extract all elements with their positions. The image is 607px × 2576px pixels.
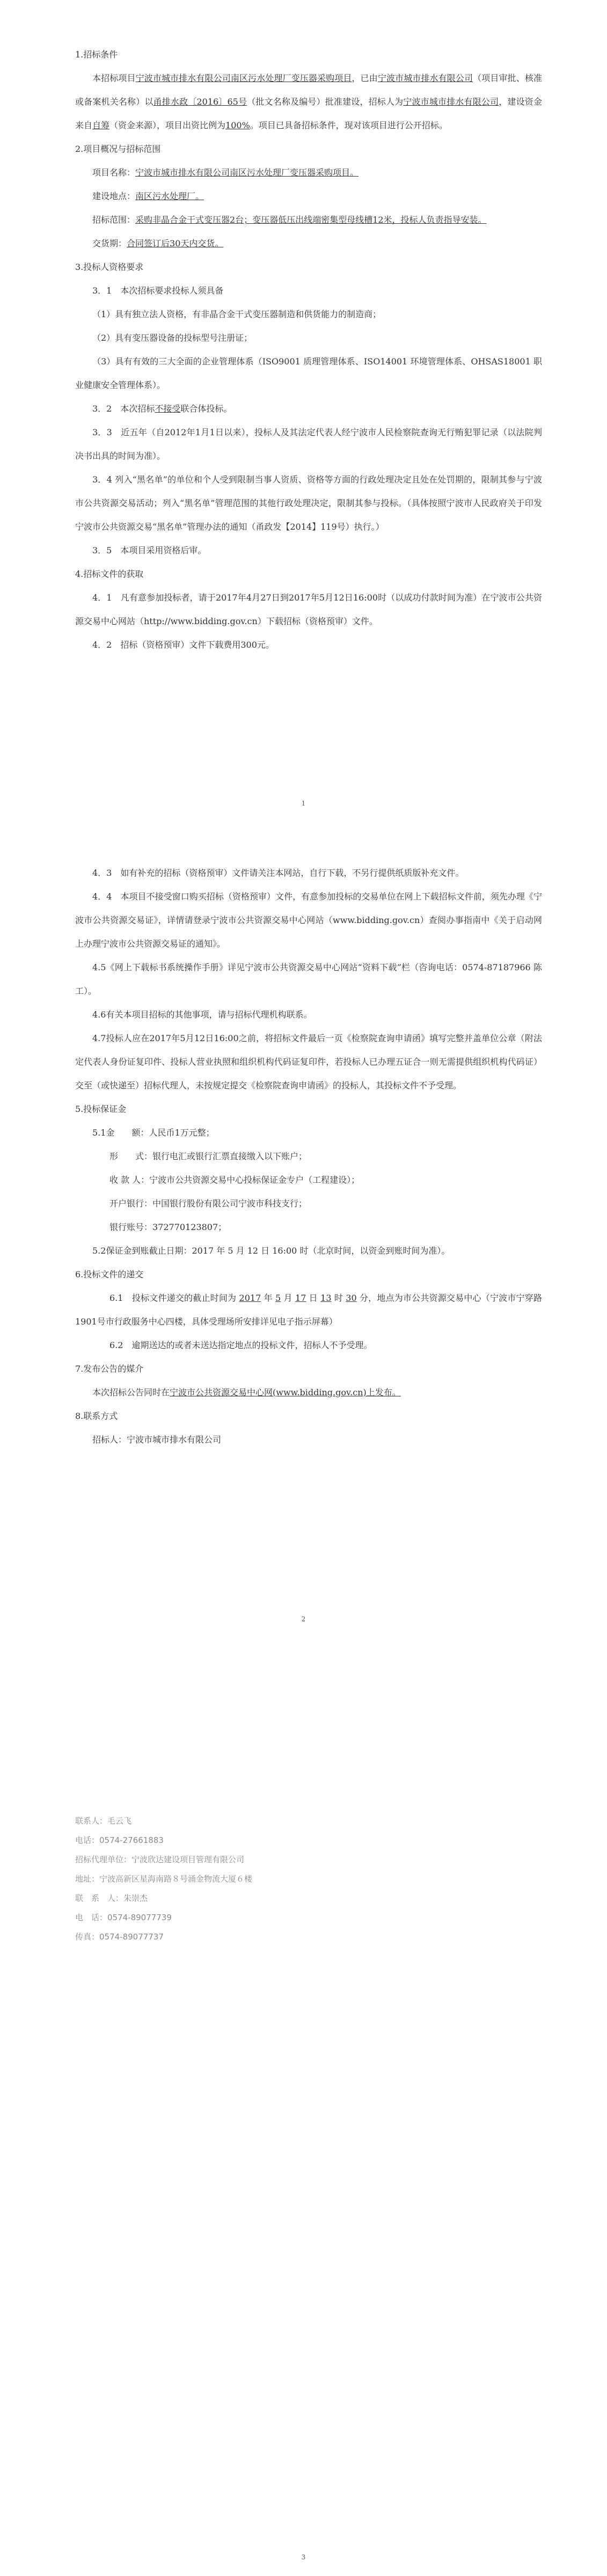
text-run: 。项目已具备招标条件，现对该项目进行公开招标。 [250,120,448,130]
underlined-text: 甬排水政〔2016〕65号 [153,97,247,107]
page-number: 3 [301,2553,306,2561]
paragraph [75,232,542,255]
page-1-body [75,43,542,657]
contact-line: 传真：0574-89077737 [75,1932,164,1942]
paragraph [75,161,542,185]
paragraph: 收 款 人：宁波市公共资源交易中心投标保证金专户（工程建设）； [109,1175,360,1185]
text-run: 月 [281,1293,296,1303]
document-page-1 [0,0,607,816]
text-run: （批文名称及编号）批准建设，招标人为 [247,97,404,107]
paragraph: 5.1金 额：人民币1万元整； [92,1128,215,1138]
underlined-text: 宁波市公共资源交易中心网(www.bidding.gov.cn)上发布。 [170,1387,401,1397]
underlined-text: 宁波市城市排水有限公司南区污水处理厂变压器采购项目。 [135,167,359,178]
paragraph: 4．4 本项目不接受窗口购买招标（资格预审）文件，有意参加投标的交易单位在网上下载招标文件前，须先办理《宁波市公共资源交易证》，详情请登录宁波市公共资源交易中心网站（www.bidding.gov.cn）查阅办事指南中《关于启动网上办理宁波市公共资源交易证的通知》。 [75,891,542,949]
text-run: （资金来源），项目出资比例为 [109,120,226,130]
paragraph [75,185,542,208]
paragraph: 4.7投标人应在2017年5月12日16:00之前，将招标文件最后一页《检察院查询申请函》填写完整并盖单位公章（附法定代表人身份证复印件、投标人营业执照和组织机构代码证复印件，若投标人已办理五证合一则无需提供组织机构代码证）交至（或快递至）招标代理人，未按规定提交《检察院查询申请函》的投标人，其投标文件不予受理。 [75,1033,542,1091]
contact-line: 联 系 人：朱崇杰 [75,1893,148,1903]
paragraph [75,67,542,137]
paragraph: 5.2保证金到账截止日期：2017 年 5 月 12 日 16:00 时（北京时间，以资金到账时间为准）。 [92,1246,450,1256]
paragraph [75,397,542,421]
underlined-text: 30 [346,1293,357,1303]
contact-line: 招标代理单位：宁波欣达建设项目管理有限公司 [75,1855,245,1864]
paragraph: 招标人：宁波市城市排水有限公司 [92,1435,222,1445]
text-run: 联合体投标。 [180,404,232,414]
contact-line: 联系人：毛云飞 [75,1816,132,1826]
paragraph: 银行账号：372770123807； [109,1222,227,1232]
section-heading: 5.投标保证金 [75,1104,127,1114]
underlined-text: 合同签订后30天内交货。 [127,238,224,248]
underlined-text: 宁波市城市排水有限公司南区污水处理厂变压器采购项目 [135,73,352,83]
text-run: 日 [306,1293,321,1303]
paragraph: （1）具有独立法人资格，有非晶合金干式变压器制造和供货能力的制造商； [92,309,382,319]
contact-line: 电 话：0574-89077739 [75,1913,172,1922]
document-page-3 [0,1631,607,2576]
contact-line: 地址：宁波高新区星海南路８号涌金物流大厦６楼 [75,1874,253,1884]
section-heading: 3.投标人资格要求 [75,262,144,272]
paragraph: 3．3 近五年（自2012年1月1日以来），投标人及其法定代表人经宁波市人民检察院查询无行贿犯罪记录（以法院判决书出具的时间为准）。 [75,427,542,461]
paragraph: 4．1 凡有意参加投标者，请于2017年4月27日到2017年5月12日16:00时（以成功付款时间为准）在宁波市公共资源交易中心网站（http://www.bidding.gov.cn）下载招标（资格预审）文件。 [75,592,542,626]
paragraph: 3．5 本项目采用资格后审。 [92,545,207,555]
section-heading: 7.发布公告的媒介 [75,1364,144,1374]
underlined-text: 南区污水处理厂。 [135,191,204,201]
underlined-text: 采购非晶合金干式变压器2台；变压器低压出线端密集型母线槽12米，投标人负责指导安装。 [135,215,487,225]
text-run: 项目名称： [92,167,136,178]
paragraph [75,208,542,232]
text-run: 分，地点为市公共资源交易中心（宁波市宁穿路1901号市行政服务中心四楼，具体受理场所安排详见电子指示屏幕） [75,1293,542,1327]
paragraph: 4．3 如有补充的招标（资格预审）文件请关注本网站，自行下载，不另行提供纸质版补充文件。 [92,868,464,878]
underlined-text: 宁波市城市排水有限公司 [377,73,473,83]
paragraph: 形 式：银行电汇或银行汇票直接缴入以下账户； [109,1151,308,1161]
underlined-text: 13 [320,1293,332,1303]
page-number: 2 [301,1615,306,1623]
section-heading: 2.项目概况与招标范围 [75,144,161,154]
text-run: 年 [261,1293,276,1303]
underlined-text: 自筹 [92,120,110,130]
section-heading: 8.联系方式 [75,1411,118,1421]
paragraph [75,1286,542,1334]
contact-line: 电话：0574-27661883 [75,1835,164,1845]
text-run: 建设地点： [92,191,136,201]
text-run: 交货期： [92,238,127,248]
text-run: 招标范围： [92,215,136,225]
text-run: （项目审批、核准或备案机关名称）以 [75,73,542,107]
text-run: ，已由 [352,73,378,83]
underlined-text: 5 [275,1293,281,1303]
text-run: 时 [331,1293,346,1303]
underlined-text: 100% [225,120,250,130]
section-heading: 4.招标文件的获取 [75,569,144,579]
text-run: ，建设资金来自 [75,97,542,130]
paragraph: 4．2 招标（资格预审）文件下载费用300元。 [92,640,274,650]
text-run: 本次招标公告同时在 [92,1387,170,1397]
underlined-text: 2017 [239,1293,261,1303]
paragraph: （3）具有有效的三大全面的企业管理体系（ISO9001 质理管理体系、ISO14001 环境管理体系、OHSAS18001 职业健康安全管理体系）。 [75,356,542,390]
paragraph: （2）具有变压器设备的投标型号注册证； [92,333,253,343]
underlined-text: 不接受 [155,404,181,414]
underlined-text: 宁波市城市排水有限公司 [403,97,499,107]
paragraph: 开户银行：中国银行股份有限公司宁波市科技支行； [109,1198,308,1209]
paragraph: 3．4 列入“黑名单”的单位和个人受到限制当事人资质、资格等方面的行政处理决定且处在处罚期的，限制其参与宁波市公共资源交易活动；列入“黑名单”管理范围的其他行政处理决定，限制其参与投标。（具体按照宁波市人民政府关于印发宁波市公共资源交易“黑名单”管理办法的通知（甬政发【2014】119号）执行。） [75,474,542,532]
text-run: 本招标项目 [92,73,136,83]
section-heading: 6.投标文件的递交 [75,1269,144,1279]
paragraph: 4.6有关本项目招标的其他事项，请与招标代理机构联系。 [92,1009,312,1020]
paragraph: 3．1 本次招标要求投标人须具备 [92,286,224,296]
document-page-2 [0,816,607,1631]
text-run: 3．2 本次招标 [92,404,155,414]
underlined-text: 17 [295,1293,306,1303]
paragraph: 4.5《网上下载标书系统操作手册》详见宁波市公共资源交易中心网站“资料下载”栏（咨询电话：0574-87187966 陈工）。 [75,962,542,996]
section-heading: 1.招标条件 [75,49,118,60]
contact-block [75,1811,542,1946]
page-2-body [75,861,542,1452]
paragraph: 6.2 逾期送达的或者未送达指定地点的投标文件，招标人不予受理。 [109,1340,372,1350]
text-run: 6.1 投标文件递交的截止时间为 [109,1293,239,1303]
page-number: 1 [301,800,306,807]
paragraph [75,1381,542,1404]
